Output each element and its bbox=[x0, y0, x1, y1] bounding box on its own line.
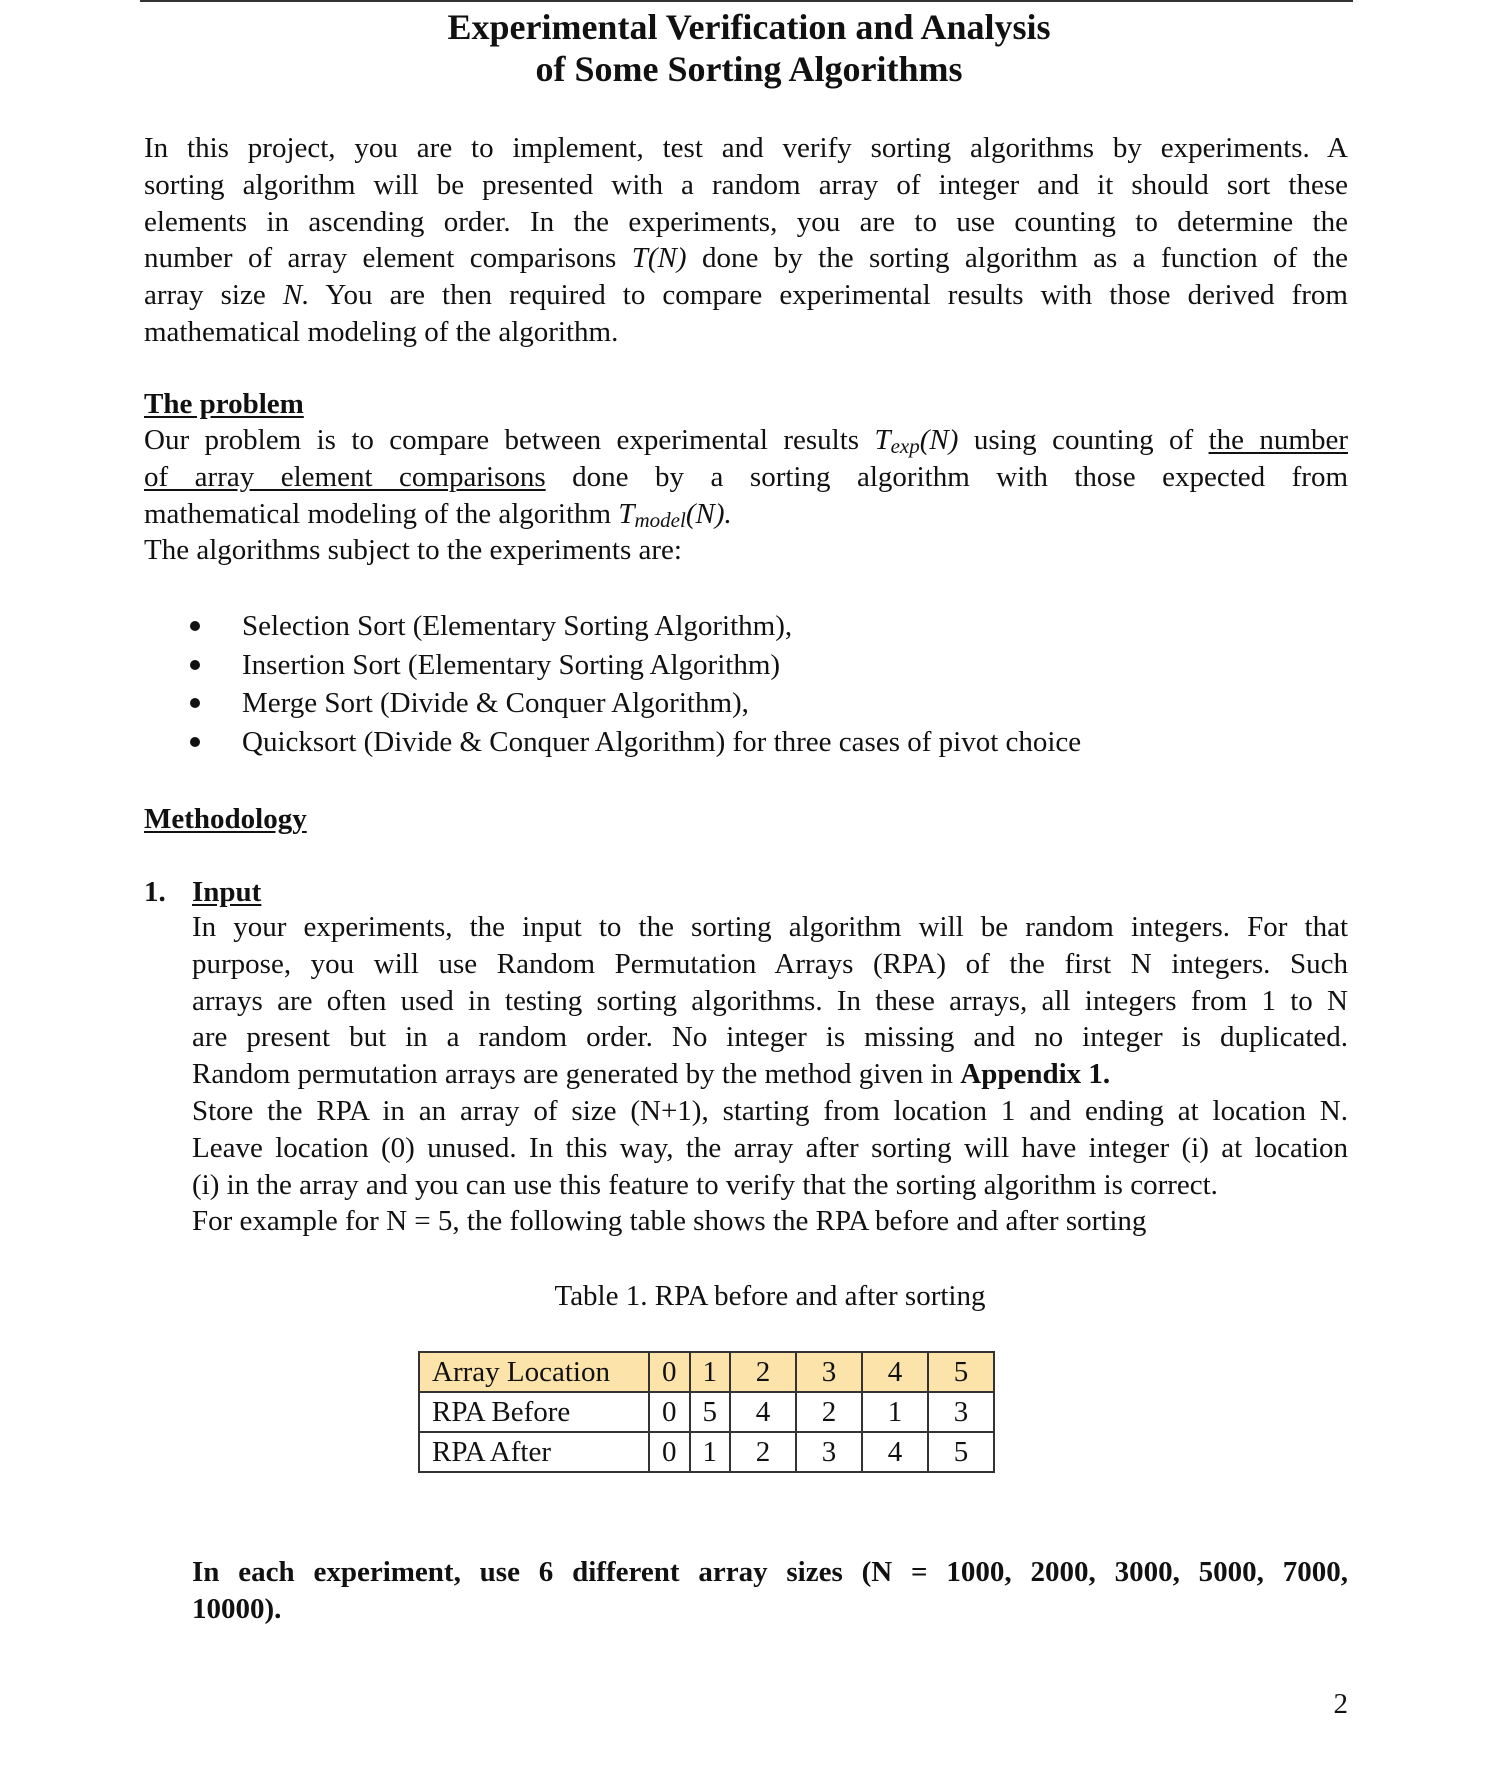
row-label: RPA After bbox=[419, 1432, 649, 1472]
table-row bbox=[419, 1392, 994, 1432]
table-cell: 5 bbox=[928, 1432, 994, 1472]
table-cell: 1 bbox=[690, 1432, 731, 1472]
table-cell: 2 bbox=[730, 1352, 796, 1392]
text: using counting of bbox=[958, 424, 1209, 456]
list-item bbox=[190, 684, 1081, 723]
intro-line: sorting algorithm will be presented with a random array of integer and it should sort these bbox=[144, 168, 1348, 201]
list-item-text: Merge Sort (Divide & Conquer Algorithm), bbox=[242, 687, 749, 720]
title-line-1: Experimental Verification and Analysis bbox=[447, 7, 1051, 47]
bullet-icon bbox=[190, 621, 200, 631]
text: Random permutation arrays are generated by the method given in bbox=[192, 1058, 961, 1091]
bullet-icon bbox=[190, 737, 200, 747]
document-title bbox=[0, 6, 1498, 90]
intro-paragraph bbox=[144, 130, 1348, 351]
note-line: 10000). bbox=[192, 1593, 282, 1625]
input-heading bbox=[144, 874, 261, 910]
table-cell: 4 bbox=[862, 1352, 928, 1392]
text: mathematical modeling of the algorithm bbox=[144, 497, 619, 530]
table-cell: 5 bbox=[928, 1352, 994, 1392]
t-of-n: T(N) bbox=[631, 242, 687, 275]
table-row bbox=[419, 1432, 994, 1472]
note-line: In each experiment, use 6 different array sizes (N = 1000, 2000, 3000, 5000, 7000, bbox=[192, 1556, 1348, 1588]
input-line: purpose, you will use Random Permutation Arrays (RPA) of the first N integers. Such bbox=[192, 947, 1348, 980]
title-line-2: of Some Sorting Algorithms bbox=[535, 49, 963, 89]
table-cell: 2 bbox=[796, 1392, 862, 1432]
problem-line bbox=[144, 496, 1348, 533]
table-cell: 0 bbox=[649, 1392, 690, 1432]
n-symbol: N. bbox=[282, 279, 310, 312]
input-line: are present but in a random order. No integer is missing and no integer is duplicated. bbox=[192, 1021, 1348, 1054]
problem-line bbox=[144, 459, 1348, 496]
problem-line: The algorithms subject to the experiments are: bbox=[144, 534, 682, 567]
table-cell: 0 bbox=[649, 1352, 690, 1392]
underlined-text: the number bbox=[1208, 424, 1348, 456]
t-symbol: T bbox=[618, 497, 635, 530]
input-line: arrays are often used in testing sorting algorithms. In these arrays, all integers from 1 to N bbox=[192, 984, 1348, 1017]
text: Our problem is to compare between experimental results bbox=[144, 424, 875, 456]
row-label: RPA Before bbox=[419, 1392, 649, 1432]
n-arg: (N). bbox=[685, 497, 732, 530]
problem-paragraph bbox=[144, 422, 1348, 569]
input-line: (i) in the array and you can use this feature to verify that the sorting algorithm is correct. bbox=[192, 1168, 1218, 1201]
table-cell: 4 bbox=[730, 1392, 796, 1432]
text: done by the sorting algorithm as a function of the bbox=[686, 242, 1348, 275]
intro-line: mathematical modeling of the algorithm. bbox=[144, 315, 619, 348]
table-cell: 5 bbox=[690, 1392, 731, 1432]
underlined-text: of array element comparisons bbox=[144, 460, 546, 493]
t-symbol: T bbox=[874, 424, 891, 456]
list-item bbox=[190, 646, 1081, 685]
model-subscript: model bbox=[634, 507, 686, 532]
page-number: 2 bbox=[1333, 1688, 1348, 1720]
intro-line bbox=[144, 277, 1348, 314]
input-line: For example for N = 5, the following table shows the RPA before and after sorting bbox=[192, 1205, 1147, 1238]
table-cell: 1 bbox=[690, 1352, 731, 1392]
text: done by a sorting algorithm with those expected from bbox=[545, 460, 1349, 493]
list-item bbox=[190, 723, 1081, 762]
n-arg: (N) bbox=[919, 424, 959, 456]
problem-heading: The problem bbox=[144, 388, 304, 420]
table-cell: 3 bbox=[796, 1352, 862, 1392]
input-line: Leave location (0) unused. In this way, the array after sorting will have integer (i) at location bbox=[192, 1131, 1348, 1164]
input-line: Store the RPA in an array of size (N+1), starting from location 1 and ending at location N. bbox=[192, 1094, 1348, 1127]
section-number: 1. bbox=[144, 876, 166, 908]
list-item-text: Selection Sort (Elementary Sorting Algorithm), bbox=[242, 610, 793, 642]
intro-line: elements in ascending order. In the experiments, you are to use counting to determine the bbox=[144, 205, 1348, 238]
exp-subscript: exp bbox=[890, 434, 920, 458]
table-cell: 4 bbox=[862, 1432, 928, 1472]
input-line: In your experiments, the input to the sorting algorithm will be random integers. For that bbox=[192, 911, 1348, 943]
array-sizes-note bbox=[192, 1554, 1348, 1628]
input-paragraph bbox=[192, 909, 1348, 1240]
problem-line bbox=[144, 422, 1348, 459]
bullet-icon bbox=[190, 698, 200, 708]
algorithm-list bbox=[190, 607, 1081, 761]
table-cell: 3 bbox=[928, 1392, 994, 1432]
appendix-reference: Appendix 1. bbox=[960, 1058, 1111, 1091]
intro-line: In this project, you are to implement, test and verify sorting algorithms by experiments. A bbox=[144, 132, 1348, 164]
table-caption: Table 1. RPA before and after sorting bbox=[554, 1280, 986, 1312]
table-cell: 0 bbox=[649, 1432, 690, 1472]
methodology-heading: Methodology bbox=[144, 803, 307, 835]
text: number of array element comparisons bbox=[144, 242, 632, 275]
bullet-icon bbox=[190, 660, 200, 670]
text: You are then required to compare experimental results with those derived from bbox=[309, 279, 1348, 312]
list-item-text: Insertion Sort (Elementary Sorting Algorithm) bbox=[242, 648, 781, 681]
table-cell: 1 bbox=[862, 1392, 928, 1432]
table-cell: 2 bbox=[730, 1432, 796, 1472]
table-row bbox=[419, 1352, 994, 1392]
input-heading-text: Input bbox=[192, 876, 262, 908]
row-label: Array Location bbox=[419, 1352, 649, 1392]
list-item-text: Quicksort (Divide & Conquer Algorithm) for three cases of pivot choice bbox=[242, 725, 1082, 758]
top-rule bbox=[140, 0, 1353, 2]
input-line bbox=[192, 1056, 1348, 1093]
intro-line bbox=[144, 240, 1348, 277]
list-item bbox=[190, 607, 1081, 646]
table-cell: 3 bbox=[796, 1432, 862, 1472]
text: array size bbox=[144, 279, 283, 312]
rpa-table bbox=[418, 1351, 995, 1473]
